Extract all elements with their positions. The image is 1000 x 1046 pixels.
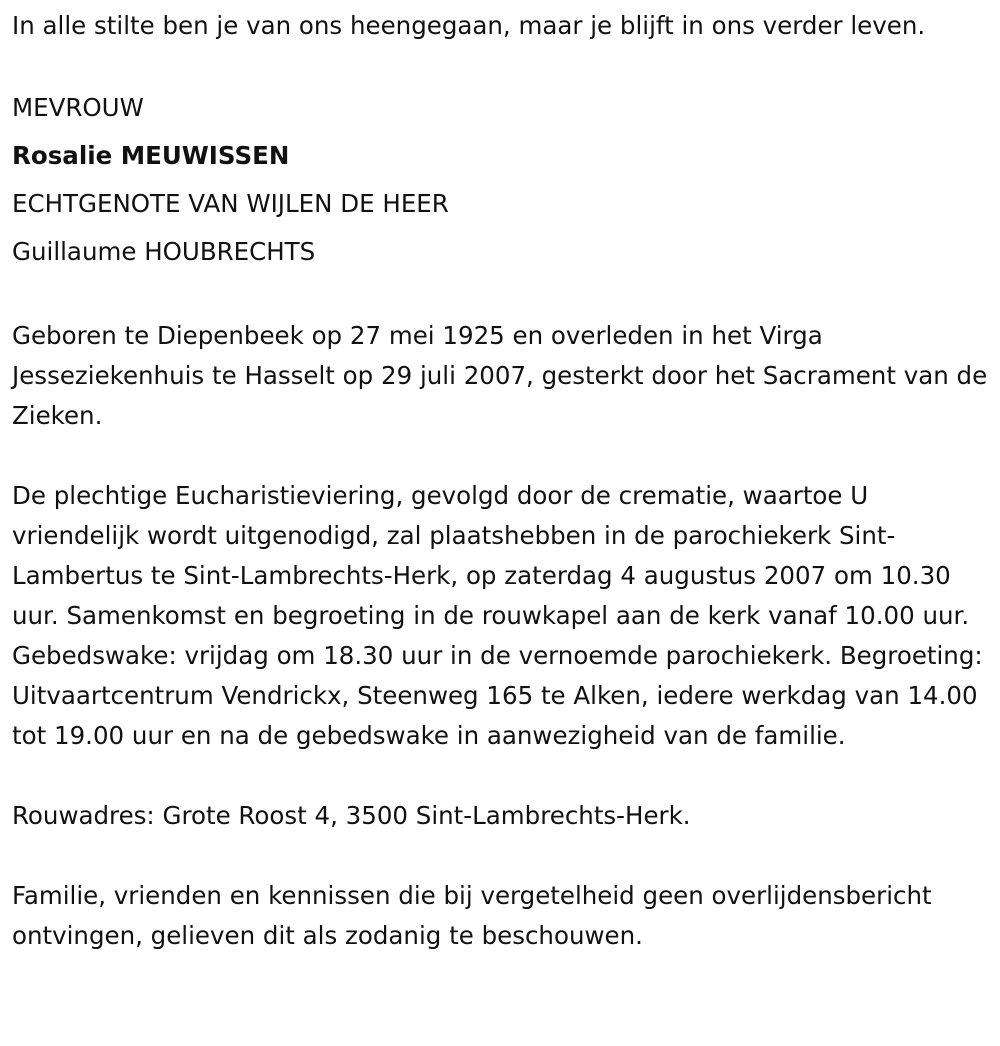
birth-death-paragraph: Geboren te Diepenbeek op 27 mei 1925 en overleden in het Virga Jesseziekenhuis te Hasselt op 29 juli 2007, gesterkt door het Sacrament van de Zieken.	[12, 321, 988, 430]
spouse-name: Guillaume HOUBRECHTS	[12, 237, 316, 266]
spacer	[12, 276, 988, 316]
spacer	[12, 756, 988, 796]
ceremony-paragraph: De plechtige Eucharistieviering, gevolgd door de crematie, waartoe U vriendelijk wordt uitgenodigd, zal plaatshebben in de parochiekerk Sint-Lambertus te Sint-Lambrechts-Herk, op zaterdag 4 augustus 2007 om 10.30 uur. Samenkomst en begroeting in de rouwkapel aan de kerk vanaf 10.00 uur. Gebedswake: vrijdag om 18.30 uur in de vernoemde parochiekerk. Begroeting: Uitvaartcentrum Vendrickx, Steenweg 165 te Alken, iedere werkdag van 14.00 tot 19.00 uur en na de gebedswake in aanwezigheid van de familie.	[12, 481, 983, 750]
spacer	[12, 46, 988, 84]
address-paragraph: Rouwadres: Grote Roost 4, 3500 Sint-Lambrechts-Herk.	[12, 801, 691, 830]
closing-paragraph: Familie, vrienden en kennissen die bij vergetelheid geen overlijdensbericht ontvingen, gelieven dit als zodanig te beschouwen.	[12, 881, 932, 950]
spacer	[12, 836, 988, 876]
relation-line: ECHTGENOTE VAN WIJLEN DE HEER	[12, 189, 449, 218]
spacer	[12, 436, 988, 476]
title-line: MEVROUW	[12, 93, 144, 122]
intro-text: In alle stilte ben je van ons heengegaan, maar je blijft in ons verder leven.	[12, 11, 926, 40]
deceased-name: Rosalie MEUWISSEN	[12, 141, 290, 170]
